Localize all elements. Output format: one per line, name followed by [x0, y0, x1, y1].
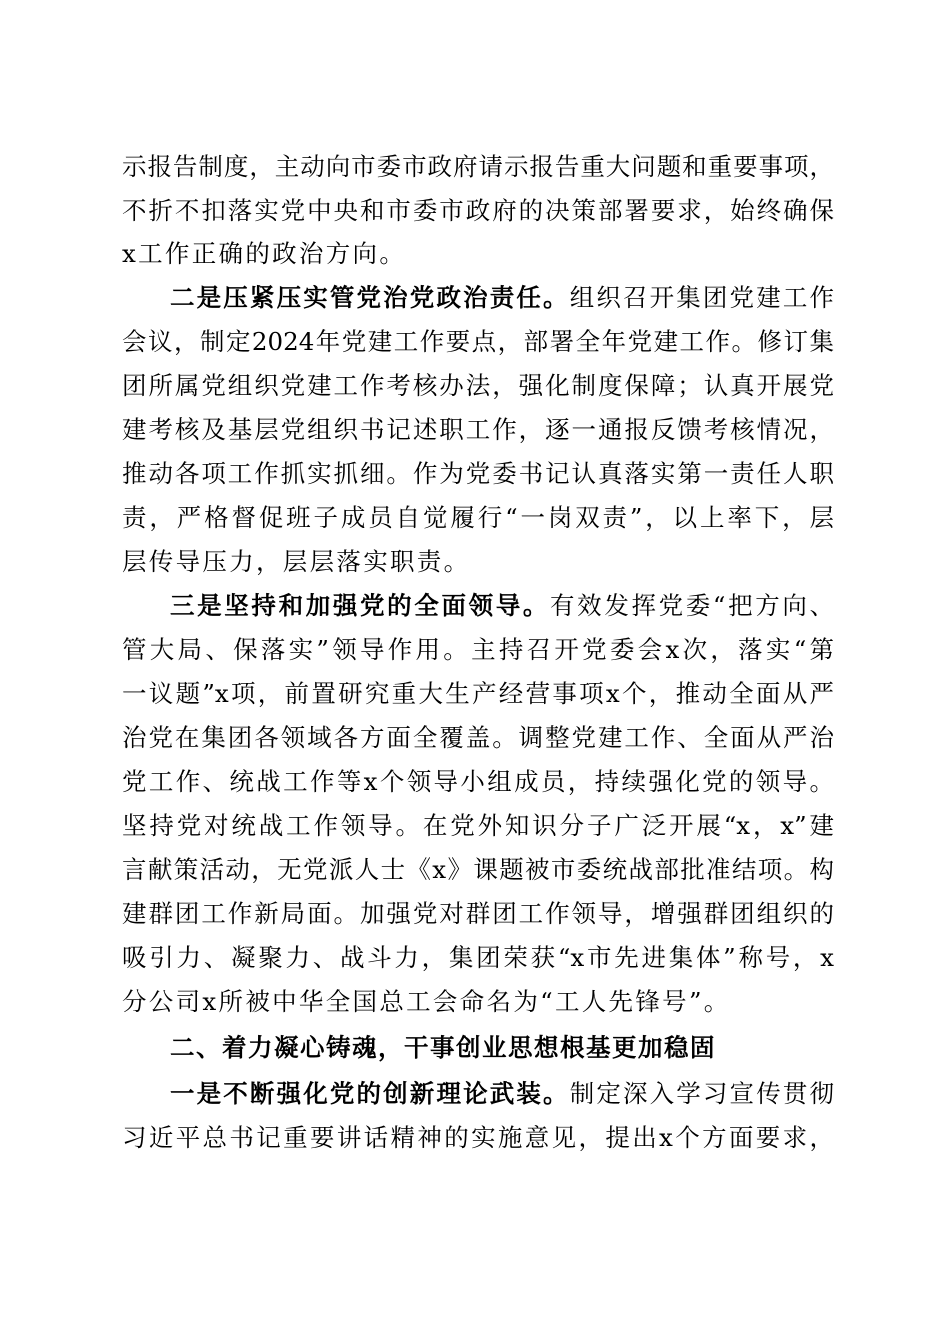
text-line: 党工作、统战工作等x个领导小组成员，持续强化党的领导。: [122, 767, 834, 796]
text-line: 一议题”x项，前置研究重大生产经营事项x个，推动全面从严: [122, 679, 834, 708]
text-line: x工作正确的政治方向。: [122, 239, 407, 268]
text-line: 分公司x所被中华全国总工会命名为“工人先锋号”。: [122, 987, 731, 1016]
text-line: 团所属党组织党建工作考核办法，强化制度保障；认真开展党: [122, 371, 834, 400]
text-line: 治党在集团各领域各方面全覆盖。调整党建工作、全面从严治: [122, 723, 834, 752]
paragraph-lead: 三是坚持和加强党的全面领导。: [170, 591, 551, 620]
text-line: 会议，制定2024年党建工作要点，部署全年党建工作。修订集: [122, 327, 834, 356]
paragraph-text: 有效发挥党委“把方向、: [550, 591, 835, 620]
paragraph-lead: 一是不断强化党的创新理论武装。: [170, 1079, 570, 1108]
paragraph-text: 组织召开集团党建工作: [569, 283, 834, 312]
paragraph-first-line: [170, 282, 834, 314]
section-heading: 二、着力凝心铸魂，干事创业思想根基更加稳固: [170, 1033, 716, 1062]
text-line: 示报告制度，主动向市委市政府请示报告重大问题和重要事项，: [122, 152, 834, 181]
text-line: 责，严格督促班子成员自觉履行“一岗双责”，以上率下，层: [122, 503, 834, 532]
text-line: 习近平总书记重要讲话精神的实施意见，提出x个方面要求，: [122, 1123, 834, 1152]
text-line: 言献策活动，无党派人士《x》课题被市委统战部批准结项。构: [122, 855, 834, 884]
text-line: 建群团工作新局面。加强党对群团工作领导，增强群团组织的: [122, 899, 834, 928]
text-line: 坚持党对统战工作领导。在党外知识分子广泛开展“x，x”建: [122, 811, 834, 840]
text-line: 层传导压力，层层落实职责。: [122, 547, 471, 576]
text-line: 吸引力、凝聚力、战斗力，集团荣获“x市先进集体”称号，x: [122, 943, 834, 972]
text-line: 管大局、保落实”领导作用。主持召开党委会x次，落实“第: [122, 635, 834, 664]
paragraph-lead: 二是压紧压实管党治党政治责任。: [170, 283, 570, 312]
text-line: 建考核及基层党组织书记述职工作，逐一通报反馈考核情况，: [122, 415, 834, 444]
paragraph-first-line: [170, 590, 834, 622]
text-line: 推动各项工作抓实抓细。作为党委书记认真落实第一责任人职: [122, 459, 834, 488]
text-line: 不折不扣落实党中央和市委市政府的决策部署要求，始终确保: [122, 196, 834, 225]
paragraph-first-line: [170, 1078, 834, 1110]
paragraph-text: 制定深入学习宣传贯彻: [569, 1079, 834, 1108]
